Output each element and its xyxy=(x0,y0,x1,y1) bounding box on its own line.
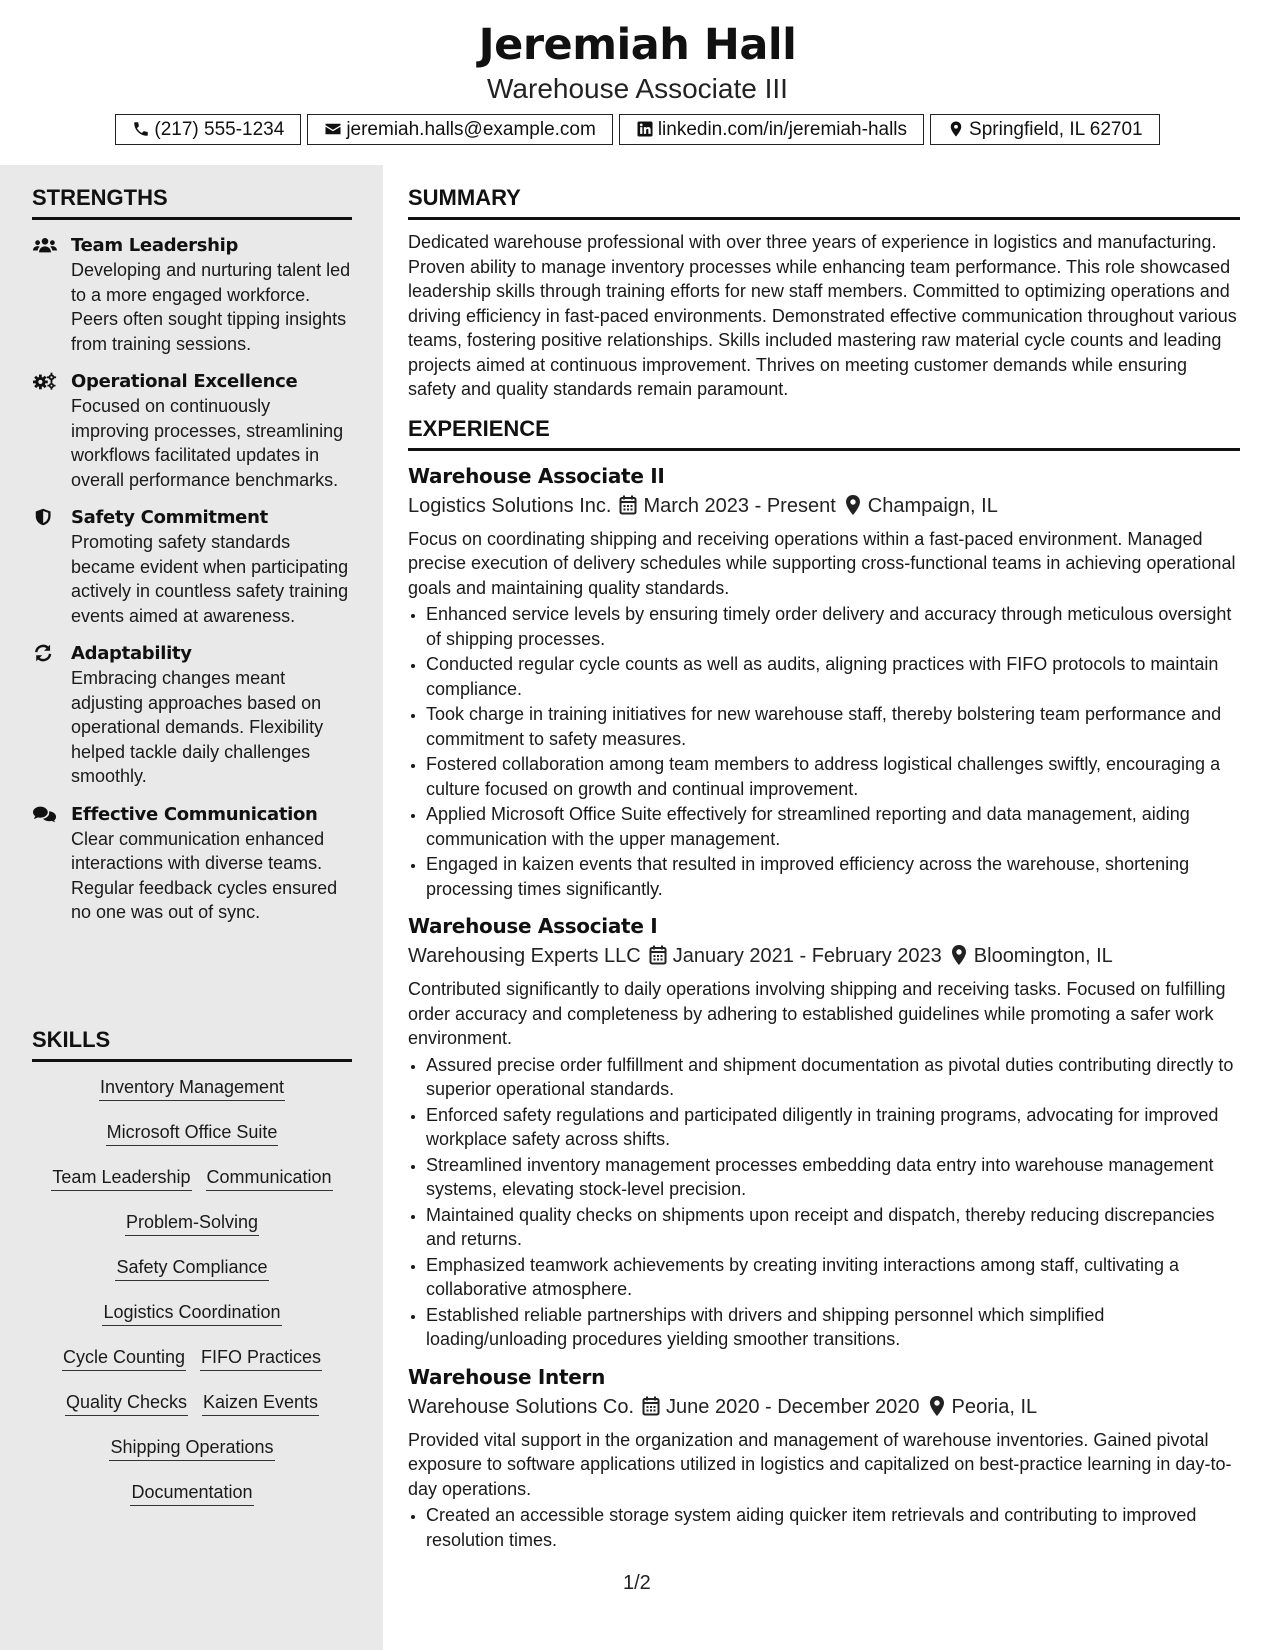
skill-tag: Team Leadership xyxy=(51,1164,191,1191)
sync-icon xyxy=(33,644,57,662)
job-dates: March 2023 - Present xyxy=(643,494,836,517)
comments-icon xyxy=(33,805,57,823)
skill-tag: Microsoft Office Suite xyxy=(106,1119,279,1146)
shield-icon xyxy=(33,508,57,526)
linkedin-icon xyxy=(636,120,654,138)
bullet-item: • Established reliable partnerships with drivers and shipping personnel which simplified loading/unloading procedures yielding smoother transitions. xyxy=(426,1303,1240,1352)
job-dates: June 2020 - December 2020 xyxy=(666,1395,920,1418)
skill-tag: Quality Checks xyxy=(65,1389,188,1416)
strength-item xyxy=(32,234,352,356)
job-title: Warehouse Associate I xyxy=(408,914,658,938)
job-entry xyxy=(408,1362,1240,1553)
calendar-icon xyxy=(649,945,667,965)
strength-desc: Developing and nurturing talent led to a more engaged workforce. Peers often sought tipping insights from training sessions. xyxy=(71,260,351,354)
users-icon xyxy=(33,236,57,254)
job-title: Warehouse Associate II xyxy=(408,463,665,488)
strength-item xyxy=(32,803,352,925)
job-bullets xyxy=(408,602,1240,901)
job-meta xyxy=(408,1392,1240,1422)
contact-linkedin[interactable] xyxy=(619,114,924,145)
job-company: Warehousing Experts LLC xyxy=(408,945,641,967)
skill-tag: Logistics Coordination xyxy=(102,1299,281,1326)
strength-desc: Focused on continuously improving processes, streamlining workflows facilitated updates in overall performance benchmarks. xyxy=(71,396,344,490)
gears-icon xyxy=(33,372,57,390)
bullet-item: • Conducted regular cycle counts as well as audits, aligning practices with FIFO protocols to maintain compliance. xyxy=(426,652,1240,701)
skill-tag: Kaizen Events xyxy=(202,1389,319,1416)
skill-tag: FIFO Practices xyxy=(200,1344,322,1371)
strengths-heading: STRENGTHS xyxy=(32,185,352,220)
bullet-item: • Engaged in kaizen events that resulted in improved efficiency across the warehouse, shortening processing times significantly. xyxy=(426,852,1240,901)
job-meta xyxy=(408,941,1240,971)
contact-email-text: jeremiah.halls@example.com xyxy=(346,119,596,140)
skill-tag: Communication xyxy=(206,1164,333,1191)
bullet-item: • Maintained quality checks on shipments upon receipt and dispatch, thereby reducing discrepancies and returns. xyxy=(426,1203,1240,1252)
resume-header xyxy=(0,0,1275,165)
skills-heading: SKILLS xyxy=(32,1027,352,1062)
skill-tag: Safety Compliance xyxy=(115,1254,268,1281)
experience-section xyxy=(408,416,1240,1553)
contact-location xyxy=(930,114,1160,145)
experience-heading: EXPERIENCE xyxy=(408,416,1240,451)
bullet-item: • Created an accessible storage system aiding quicker item retrievals and contributing to improved resolution times. xyxy=(426,1503,1240,1552)
strength-title: Adaptability xyxy=(71,643,192,664)
job-dates: January 2021 - February 2023 xyxy=(672,945,942,967)
strength-title: Safety Commitment xyxy=(71,507,268,528)
job-bullets xyxy=(408,1503,1240,1552)
job-entry xyxy=(408,911,1240,1352)
candidate-title: Warehouse Associate III xyxy=(487,73,788,104)
job-location: Peoria, IL xyxy=(951,1395,1038,1418)
map-pin-icon xyxy=(928,1396,946,1416)
skill-tag: Shipping Operations xyxy=(109,1434,274,1461)
bullet-item: • Enforced safety regulations and participated diligently in training programs, advocating for improved workplace safety across shifts. xyxy=(426,1103,1240,1152)
skills-list xyxy=(32,1074,352,1524)
job-company: Warehouse Solutions Co. xyxy=(408,1395,635,1418)
job-description: Provided vital support in the organization and management of warehouse inventories. Gained pivotal exposure to software applications utilized in logistics and capitalized on best-practice learning in day-to-day operations. xyxy=(408,1429,1232,1499)
strength-desc: Clear communication enhanced interactions with diverse teams. Regular feedback cycles ensured no one was out of sync. xyxy=(71,828,338,922)
calendar-icon xyxy=(642,1396,660,1416)
contact-email[interactable] xyxy=(307,114,613,145)
map-pin-icon xyxy=(844,495,862,515)
job-meta xyxy=(408,491,1240,521)
strength-title: Operational Excellence xyxy=(71,371,298,392)
contact-location-text: Springfield, IL 62701 xyxy=(969,119,1143,140)
bullet-item: • Fostered collaboration among team members to address logistical challenges swiftly, encouraging a culture focused on growth and continual improvement. xyxy=(426,752,1240,801)
skill-tag: Cycle Counting xyxy=(62,1344,186,1371)
sidebar xyxy=(0,165,383,1650)
contact-bar xyxy=(0,114,1275,145)
job-description: Contributed significantly to daily operations involving shipping and receiving tasks. Focused on fulfilling order accuracy and completeness by adhering to established guidelines while promoting a safer work environment. xyxy=(408,979,1226,1048)
bullet-item: • Streamlined inventory management processes embedding data entry into warehouse management systems, elevating stock-level precision. xyxy=(426,1153,1240,1202)
bullet-item: • Took charge in training initiatives for new warehouse staff, thereby bolstering team performance and commitment to safety measures. xyxy=(426,702,1240,751)
strength-title: Team Leadership xyxy=(71,235,239,256)
job-entry xyxy=(408,461,1240,902)
skill-tag: Documentation xyxy=(130,1479,253,1506)
skill-tag: Problem-Solving xyxy=(125,1209,259,1236)
summary-heading: SUMMARY xyxy=(408,185,1240,220)
job-location: Champaign, IL xyxy=(867,494,998,517)
strength-title: Effective Communication xyxy=(71,803,318,825)
skills-section xyxy=(32,1027,352,1524)
calendar-icon xyxy=(619,495,637,515)
contact-phone[interactable] xyxy=(115,114,301,145)
summary-text: Dedicated warehouse professional with over three years of experience in logistics and manufacturing. Proven ability to manage inventory processes while enhancing team performance. This role showcased leadership skills through training efforts for new staff members. Committed to optimizing operations and driving efficiency in fast-paced environments. Demonstrated effective communication throughout various teams, fostering positive relationships. Skills included mastering raw material cycle counts and leading projects aimed at continuous improvement. Thrives on meeting customer demands while ensuring safety and quality standards remain paramount. xyxy=(408,232,1237,399)
main-content xyxy=(408,165,1240,1553)
envelope-icon xyxy=(324,120,342,138)
bullet-item: • Assured precise order fulfillment and shipment documentation as pivotal duties contributing directly to superior operational standards. xyxy=(426,1053,1240,1102)
job-title: Warehouse Intern xyxy=(408,1364,606,1389)
job-bullets xyxy=(408,1053,1240,1352)
strengths-section xyxy=(32,185,352,925)
job-description: Focus on coordinating shipping and receiving operations within a fast-paced environment. Managed precise execution of delivery schedules while supporting cross-functional teams in achieving operational goals and maintaining quality standards. xyxy=(408,528,1236,598)
strength-item xyxy=(32,642,352,789)
strength-desc: Embracing changes meant adjusting approaches based on operational demands. Flexibility helped tackle daily challenges smoothly. xyxy=(71,668,324,786)
map-pin-icon xyxy=(947,120,965,138)
map-pin-icon xyxy=(950,945,968,965)
bullet-item: • Applied Microsoft Office Suite effectively for streamlined reporting and data management, aiding communication with the upper management. xyxy=(426,802,1240,851)
skill-tag: Inventory Management xyxy=(99,1074,285,1101)
contact-phone-text: (217) 555-1234 xyxy=(154,119,285,140)
strength-item xyxy=(32,370,352,492)
phone-icon xyxy=(132,120,150,138)
job-company: Logistics Solutions Inc. xyxy=(408,494,612,517)
strength-desc: Promoting safety standards became evident when participating actively in countless safety training events aimed at awareness. xyxy=(71,532,349,626)
bullet-item: • Enhanced service levels by ensuring timely order delivery and accuracy through meticulous oversight of shipping processes. xyxy=(426,602,1240,651)
strength-item xyxy=(32,506,352,628)
bullet-item: • Emphasized teamwork achievements by creating inviting interactions among staff, cultivating a collaborative atmosphere. xyxy=(426,1253,1240,1302)
page-number: 1/2 xyxy=(623,1572,651,1594)
job-location: Bloomington, IL xyxy=(973,945,1113,967)
candidate-name: Jeremiah Hall xyxy=(478,20,797,70)
contact-linkedin-text: linkedin.com/in/jeremiah-halls xyxy=(657,119,908,140)
